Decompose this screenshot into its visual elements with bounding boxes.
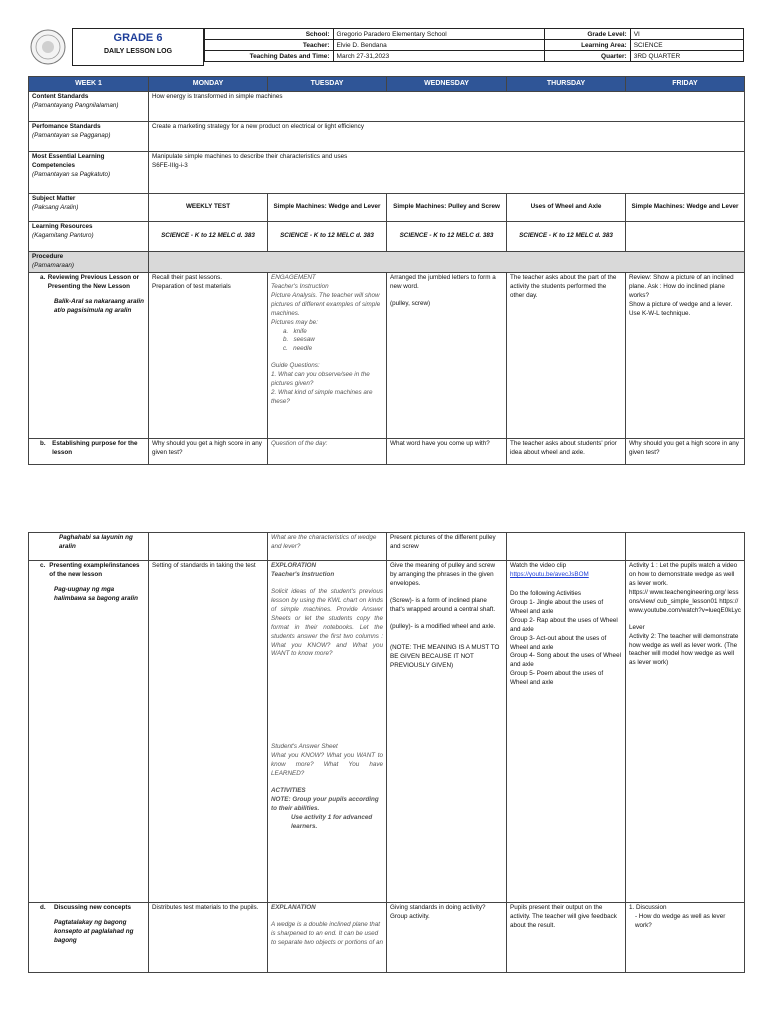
list-item-text: knife	[293, 327, 307, 335]
row-b2-tuesday: What are the characteristics of wedge and lever?	[268, 533, 387, 561]
log-title: DAILY LESSON LOG	[103, 48, 173, 55]
list-item: Group 5- Poem about the uses of Wheel and axle	[510, 670, 604, 687]
row-b2-friday	[626, 533, 745, 561]
row-subtitle: (Pamantayan sa Pagkatuto)	[32, 170, 111, 178]
resources-friday	[626, 222, 745, 252]
melc-code: S6FE-IIIg-i-3	[152, 161, 188, 169]
document-header	[28, 28, 744, 66]
subject-monday: WEEKLY TEST	[149, 194, 268, 222]
row-title: Establishing purpose for the lesson	[52, 439, 138, 456]
table-row	[29, 561, 745, 903]
cell-line: Recall their past lessons.	[152, 273, 222, 281]
row-b2-monday	[149, 533, 268, 561]
cell-line: Do the following Activities	[510, 589, 582, 597]
row-b-thursday: The teacher asks about students' prior idea about wheel and axle.	[507, 438, 626, 464]
resources-thursday: SCIENCE - K to 12 MELC d. 383	[507, 222, 626, 252]
cell-line: (NOTE: THE MEANING IS A MUST TO BE GIVEN BECAUSE IT NOT PREVIOUSLY GIVEN)	[390, 643, 500, 669]
row-letter: a.	[40, 273, 46, 281]
row-a-friday	[626, 272, 745, 438]
row-title: Subject Matter	[32, 195, 76, 202]
cell-line: (pulley)- is a modified wheel and axle.	[390, 622, 496, 630]
table-header-row	[29, 77, 745, 92]
row-d-thursday: Pupils present their output on the activity. The teacher will give feedback about the result.	[507, 903, 626, 973]
cell-line: Review: Show a picture of an inclined plane. Ask : How do inclined plane works?	[629, 273, 734, 299]
col-week: WEEK 1	[29, 77, 149, 92]
section-heading: ENGAGEMENT	[271, 273, 316, 281]
video-link[interactable]: https://youtu.be/avecJsBOM	[510, 570, 589, 578]
row-title: Discussing new concepts	[54, 904, 131, 911]
grade-level-value: VI	[630, 29, 743, 40]
pictures-list	[271, 328, 383, 355]
cell-line: Guide Questions:	[271, 362, 320, 370]
content-standards-text: How energy is transformed in simple machines	[149, 92, 745, 122]
row-d-monday: Distributes test materials to the pupils.	[149, 903, 268, 973]
row-title: Reviewing Previous Lesson or Presenting the New Lesson	[47, 273, 140, 290]
table-row	[29, 272, 745, 438]
row-a-thursday: The teacher asks about the part of the activity the students performed the other day.	[507, 272, 626, 438]
cell-line: (Screw)- is a form of inclined plane that's wrapped around a central shaft.	[390, 596, 496, 613]
list-item: a. knife	[283, 327, 307, 335]
cell-line: Show a picture of wedge and a lever. Use K-W-L technique.	[629, 300, 733, 317]
cell-line: Student's Answer Sheet	[271, 743, 338, 751]
row-a-label	[29, 272, 149, 438]
table-row	[29, 122, 745, 152]
row-d-wednesday	[387, 903, 507, 973]
col-thursday: THURSDAY	[507, 77, 626, 92]
learning-area-value: SCIENCE	[630, 40, 743, 51]
lesson-table-page-1	[28, 76, 745, 465]
resources-wednesday: SCIENCE - K to 12 MELC d. 383	[387, 222, 507, 252]
row-b2-thursday	[507, 533, 626, 561]
cell-line: 1. What can you observe/see in the pictures given?	[271, 371, 370, 388]
row-letter: c.	[40, 562, 46, 569]
cell-line: Pictures may be:	[271, 318, 318, 326]
list-item: Group 4- Song about the uses of Wheel and axle	[510, 652, 621, 669]
cell-line: Activity 1 : Let the pupils watch a video on how to demonstrate wedge as well as lever work.	[629, 562, 738, 587]
col-monday: MONDAY	[149, 77, 268, 92]
cell-line: A wedge is a double inclined plane that is sharpened to an end. It can be used to separate two objects or portions of an	[271, 920, 384, 946]
melc-line: Manipulate simple machines to describe their characteristics and uses	[152, 153, 348, 160]
procedure-fill	[149, 252, 745, 273]
dates-value: March 27-31,2023	[333, 51, 544, 62]
list-item: Group 3- Act-out about the uses of Wheel and axle	[510, 634, 607, 651]
row-c-friday	[626, 561, 745, 903]
row-c-thursday	[507, 561, 626, 903]
table-row	[29, 152, 745, 194]
cell-line: NOTE: Group your pupils according to their abilities.	[271, 796, 379, 812]
row-a-monday	[149, 272, 268, 438]
cell-line: Teacher's Instruction	[271, 282, 329, 290]
row-c-label	[29, 561, 149, 903]
subject-friday: Simple Machines: Wedge and Lever	[626, 194, 745, 222]
row-a-heading	[32, 274, 145, 292]
col-friday: FRIDAY	[626, 77, 745, 92]
school-label: School:	[205, 29, 334, 40]
dates-label: Teaching Dates and Time:	[205, 51, 334, 62]
table-row	[29, 438, 745, 464]
row-subtitle: (Pamantayang Pangnilalaman)	[32, 101, 119, 109]
list-item: Group 2- Rap about the uses of Wheel and axle	[510, 616, 618, 633]
row-title: Competencies	[32, 161, 76, 169]
table-row	[29, 222, 745, 252]
row-d-tuesday	[268, 903, 387, 973]
row-d-friday	[626, 903, 745, 973]
deped-seal-icon	[28, 28, 68, 66]
procedure-label	[29, 252, 149, 273]
row-d-heading	[32, 904, 145, 913]
row-a-tuesday	[268, 272, 387, 438]
teacher-label: Teacher:	[205, 40, 334, 51]
row-title: Presenting example/instances of the new lesson	[49, 562, 140, 578]
row-title: Most Essential Learning	[32, 153, 105, 160]
cell-line: Group activity.	[390, 912, 430, 920]
cell-line: Preparation of test materials	[152, 282, 231, 290]
row-b-tuesday: Question of the day:	[268, 438, 387, 464]
cell-line: (pulley, screw)	[390, 299, 431, 307]
row-subtitle: Pag-uugnay ng mga halimbawa sa bagong aralin	[54, 585, 138, 602]
performance-standards-text: Create a marketing strategy for a new product on electrical or light efficiency	[149, 122, 745, 152]
row-c-tuesday	[268, 561, 387, 903]
col-wednesday: WEDNESDAY	[387, 77, 507, 92]
melc-label	[29, 152, 149, 194]
grade-box	[72, 28, 204, 66]
row-a-wednesday	[387, 272, 507, 438]
cell-line: Solicit ideas of the student's previous lesson by using the KWL chart on kinds of simple machines. Provide Answer Sheets or let the students copy the format in their notebooks. Let the students answer the first two columns : What you KNOW? and What you WANT to know more?	[271, 587, 383, 658]
list-item: Group 1- Jingle about the uses of Wheel and axle	[510, 598, 604, 615]
row-subtitle: (Paksang Aralin)	[32, 203, 79, 211]
row-title: Perfomance Standards	[32, 123, 101, 130]
row-subtitle: (Pamantayan sa Pagganap)	[32, 131, 111, 139]
section-heading: EXPLANATION	[271, 904, 316, 911]
cell-line: ACTIVITIES	[271, 787, 306, 795]
cell-line: Picture Analysis. The teacher will show pictures of different examples of simple machines.	[271, 291, 381, 317]
cell-line: Use activity 1 for advanced learners.	[291, 813, 373, 830]
list-item: c. needle	[283, 345, 313, 353]
cell-line: Teacher's Instruction	[271, 570, 335, 578]
cell-line: 2. What kind of simple machines are these?	[271, 389, 373, 406]
table-row	[29, 903, 745, 973]
cell-line: 1. Discussion	[629, 904, 667, 911]
list-item: b. seesaw	[283, 336, 315, 344]
cell-line: Arranged the jumbled letters to form a new word.	[390, 273, 496, 290]
school-value: Gregorio Paradero Elementary School	[333, 29, 544, 40]
performance-standards-label	[29, 122, 149, 152]
row-d-label	[29, 903, 149, 973]
row-c-heading	[32, 562, 145, 580]
row-title: Learning Resources	[32, 223, 93, 230]
row-b-label	[29, 438, 149, 464]
cell-line: Lever	[629, 623, 645, 631]
cell-line: Giving standards in doing activity?	[390, 904, 486, 911]
cell-line: Give the meaning of pulley and screw by arranging the phrases in the given envelopes.	[390, 562, 496, 587]
subject-matter-label	[29, 194, 149, 222]
lesson-table-page-2	[28, 532, 745, 973]
list-item-text: needle	[293, 345, 313, 353]
table-row	[29, 533, 745, 561]
section-heading: EXPLORATION	[271, 562, 317, 569]
row-c-wednesday	[387, 561, 507, 903]
resources-label	[29, 222, 149, 252]
cell-line: What you KNOW? What you WANT to know more? What You have LEARNED?	[271, 752, 383, 778]
info-table	[204, 28, 744, 62]
subject-tuesday: Simple Machines: Wedge and Lever	[268, 194, 387, 222]
list-item-text: seesaw	[293, 336, 315, 344]
table-row	[29, 92, 745, 122]
row-b-monday: Why should you get a high score in any given test?	[149, 438, 268, 464]
quarter-label: Quarter:	[544, 51, 630, 62]
subject-wednesday: Simple Machines: Pulley and Screw	[387, 194, 507, 222]
col-tuesday: TUESDAY	[268, 77, 387, 92]
table-row	[29, 194, 745, 222]
quarter-value: 3RD QUARTER	[630, 51, 743, 62]
resources-tuesday: SCIENCE - K to 12 MELC d. 383	[268, 222, 387, 252]
resources-monday: SCIENCE - K to 12 MELC d. 383	[149, 222, 268, 252]
row-subtitle: Pagtatalakay ng bagong konsepto at paglalahad ng bagong	[54, 918, 134, 944]
melc-text	[149, 152, 745, 194]
row-b2-wednesday: Present pictures of the different pulley and screw	[387, 533, 507, 561]
grade-label: GRADE 6	[113, 32, 163, 44]
row-b-wednesday: What word have you come up with?	[387, 438, 507, 464]
row-c-monday: Setting of standards in taking the test	[149, 561, 268, 903]
grade-level-label: Grade Level:	[544, 29, 630, 40]
row-b-friday: Why should you get a high score in any given test?	[626, 438, 745, 464]
subject-thursday: Uses of Wheel and Axle	[507, 194, 626, 222]
row-title: Content Standards	[32, 93, 89, 100]
cell-line: Activity 2: The teacher will demonstrate how wedge as well as lever work. (The teacher will model how wedge as well as lever work)	[629, 632, 739, 667]
resource-links: https:// www.teachengineering.org/ lessons/view/ cub_simple_lesson01 https://www.youtube.com/watch?v=lueqE0kLyc	[629, 588, 741, 614]
row-subtitle: (Kagamitang Panturo)	[32, 231, 94, 239]
row-letter: b.	[40, 439, 46, 447]
content-standards-label	[29, 92, 149, 122]
row-subtitle: Balik-Aral sa nakaraang aralin at/o pagsisimula ng aralin	[54, 297, 144, 314]
row-letter: d.	[40, 904, 46, 911]
teacher-value: Elvie D. Bendana	[333, 40, 544, 51]
row-title: Procedure	[32, 253, 64, 260]
row-subtitle: (Pamamaraan)	[32, 261, 74, 269]
row-b2-label: Paghahabi sa layunin ng aralin	[29, 533, 149, 561]
cell-line: Watch the video clip	[510, 562, 567, 569]
learning-area-label: Learning Area:	[544, 40, 630, 51]
row-b-heading	[32, 440, 145, 458]
procedure-row	[29, 252, 745, 273]
cell-line: - How do wedge as well as lever work?	[635, 912, 726, 929]
